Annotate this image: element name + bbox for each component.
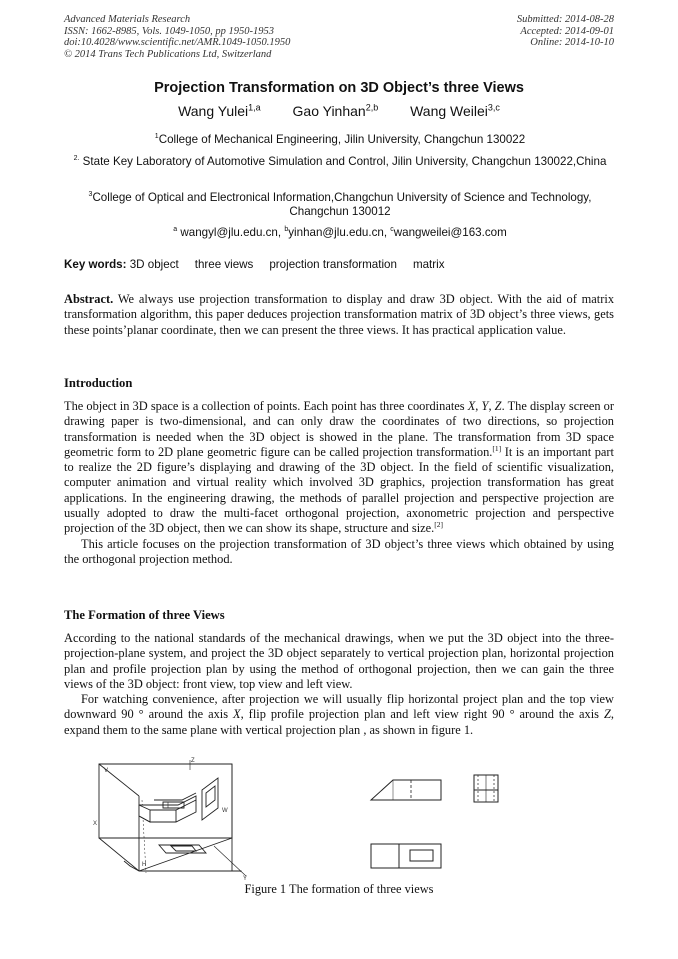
projection-box-diagram <box>99 760 246 876</box>
axis-label-h: H <box>142 862 147 868</box>
axis-label-x: X <box>93 821 98 827</box>
journal-issn: ISSN: 1662-8985, Vols. 1049-1050, pp 1950-1953 <box>64 25 274 37</box>
author: Wang Weilei$^{3,c}$ <box>410 102 500 119</box>
accepted-date: Accepted: 2014-09-01 <box>520 25 614 37</box>
paper-title: Projection Transformation on 3D Object’s three Views <box>154 80 524 96</box>
figure-caption: Figure 1 The formation of three views <box>244 882 434 896</box>
author: Gao Yinhan$^{2,b}$ <box>292 102 379 119</box>
email-line: $^a$ wangyl@jlu.edu.cn, $^b$yinhan@jlu.edu.cn, $^c$wangweilei@163.com <box>173 225 507 239</box>
top-view <box>371 844 441 868</box>
section-heading: Introduction <box>64 376 133 390</box>
front-view <box>371 780 441 800</box>
keywords: Key words: 3D object three views projection transformation matrix <box>64 258 445 271</box>
left-view <box>474 775 498 802</box>
journal-doi: doi:10.4028/www.scientific.net/AMR.1049-1050.1950 <box>64 37 291 48</box>
intro-body: The object in 3D space is a collection of points. Each point has three coordinates X, Y, Z. The display screen or drawing paper is two-dimensional, and can only draw the coordinates of two directions, so projection transformation is needed when the 3D object is showed in the plane. The transformation from 3D space geometric form to 2D plane geometric figure can be called projection transformation.[1] It is an important part to realize the 2D figure’s displaying and drawing of the 3D object. In the field of scientific visualization, computer animation and virtual reality which involved 3D graphics, projection transformation has great applications. In the engineering drawing, the methods of parallel projection and perspective projection are usually adopted to draw the multi-facet orthogonal projection, axonometric projection and perspective projection of the 3D object, then we can show its shape, structure and size.[2] This article focuses on the projection transformation of 3D object’s three views which obtained by using the orthogonal projection method. <box>64 399 614 566</box>
axis-label-v: V <box>104 768 109 774</box>
section-heading: The Formation of three Views <box>64 608 225 622</box>
journal-copyright: © 2014 Trans Tech Publications Ltd, Switzerland <box>64 48 272 60</box>
affiliation: $^{2.}$ State Key Laboratory of Automotive Simulation and Control, Jilin University, Changchun 130022,China <box>73 154 607 168</box>
abstract: Abstract. We always use projection transformation to display and draw 3D object. With the aid of matrix transformation algorithm, this paper deduces projection transformation matrix of 3D object’s three views, gets these points’planar coordinate, then we can present the three views. It has practical application value. <box>64 292 615 337</box>
online-date: Online: 2014-10-10 <box>530 37 614 48</box>
affiliation: $^1$College of Mechanical Engineering, Jilin University, Changchun 130022 <box>154 132 526 146</box>
affiliation: $^3$College of Optical and Electronical Information,Changchun University of Science and Technology, Changchun 130012 <box>88 190 592 219</box>
axis-label-z: Z <box>191 758 195 764</box>
submitted-date: Submitted: 2014-08-28 <box>516 14 614 25</box>
axis-label-w: W <box>222 808 228 814</box>
axis-label-y: Y <box>243 876 248 882</box>
formation-body: According to the national standards of the mechanical drawings, when we put the 3D object into the three-projection-plane system, and project the 3D object separately to vertical projection plan, horizontal projection plan and profile projection plan by using the method of orthogonal projection, then we can gain the three views of the 3D object: front view, top view and left view. For watching convenience, after projection we will usually flip horizontal project plan and the top view downward 90 ° around the axis X, flip profile projection plan and left view right 90 ° around the axis Z, expand them to the same plane with vertical projection plan , as shown in figure 1. <box>64 631 614 737</box>
journal-name: Advanced Materials Research <box>64 14 191 25</box>
author: Wang Yulei$^{1,a}$ <box>178 102 261 119</box>
